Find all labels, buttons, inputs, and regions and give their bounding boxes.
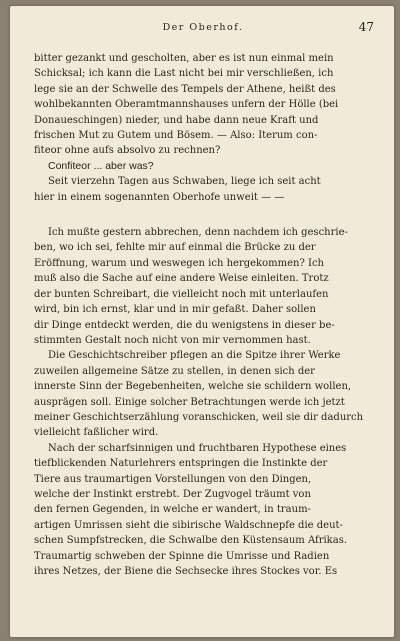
section-gap [34, 205, 372, 225]
text-line: Confiteor ... aber was? [48, 159, 154, 172]
text-line: wird, bin ich ernst, klar und in mir gefaßt. Daher sollen [34, 304, 316, 316]
text-line: Nach der scharfsinnigen und fruchtbaren Hypothese eines [48, 442, 347, 454]
text-line: lege sie an der Schwelle des Tempels der Athene, heißt des [34, 83, 336, 95]
text-line: vielleicht faßlicher wird. [34, 427, 159, 439]
running-head [32, 22, 374, 38]
paragraph-geschichtschreiber [34, 348, 372, 440]
text-line: Traumartig schweben der Spinne die Umrisse und Radien [34, 550, 330, 562]
paragraph-confiteor [34, 159, 372, 174]
text-line: Eröffnung, warum und weswegen ich hergekommen? Ich [34, 257, 324, 269]
text-line: bitter gezankt und gescholten, aber es ist nun einmal mein [34, 53, 334, 64]
text-line: frischen Mut zu Gutem und Bösem. — Also: Iterum con- [34, 130, 318, 142]
text-line: artigen Umrissen sieht die sibirische Waldschnepfe die deut- [34, 519, 343, 531]
text-line: innerste Sinn der Begebenheiten, welche sie schildern wollen, [34, 381, 352, 393]
text-line: der bunten Schreibart, die vielleicht noch mit unterlaufen [34, 288, 329, 300]
text-line: Donaueschingen) nieder, und habe dann neue Kraft und [34, 114, 319, 126]
text-line: wohlbekannten Oberamtmannshauses unfern der Hölle (bei [34, 99, 339, 111]
text-line: hier in einem sogenannten Oberhofe unweit — — [34, 191, 285, 203]
paragraph-ich-musste [34, 225, 372, 348]
text-line: tiefblickenden Naturlehrers entspringen die Instinkte der [34, 458, 328, 470]
text-line: Seit vierzehn Tagen aus Schwaben, liege ich seit acht [48, 176, 321, 188]
text-line: schen Sumpfstrecken, die Schwalbe den Küstensaum Afrikas. [34, 535, 348, 547]
text-line: Die Geschichtschreiber pflegen an die Spitze ihrer Werke [48, 350, 341, 362]
text-line: ben, wo ich sei, fehlte mir auf einmal die Brücke zu der [34, 242, 316, 254]
text-line: Tiere aus traumartigen Vorstellungen von den Dingen, [34, 473, 312, 485]
running-title: Der Oberhof. [162, 22, 244, 33]
text-line: muß also die Sache auf eine andere Weise einleiten. Trotz [34, 273, 329, 285]
text-line: meiner Geschichtserzählung voranschicken, weil sie dir dadurch [34, 411, 364, 423]
page-text [34, 51, 372, 579]
paragraph-seit [34, 174, 372, 205]
page-number: 47 [358, 20, 374, 34]
text-line: zuweilen allgemeine Sätze zu stellen, in denen sich der [34, 365, 315, 377]
text-line: Schicksal; ich kann die Last nicht bei mir verschließen, ich [34, 68, 334, 80]
text-line: welche der Instinkt erstrebt. Der Zugvogel träumt von [34, 488, 311, 500]
text-line: dir Dinge entdeckt werden, die du wenigstens in dieser be- [34, 319, 335, 331]
text-line: ausprägen soll. Einige solcher Betrachtungen werde ich jetzt [34, 396, 345, 408]
paragraph-hypothese [34, 441, 372, 580]
text-line: stimmten Gestalt noch nicht von mir vernommen hast. [34, 334, 311, 346]
text-line: ihres Netzes, der Biene die Sechsecke ihres Stockes vor. Es [34, 566, 338, 577]
text-line: fiteor ohne aufs absolvo zu rechnen? [34, 145, 221, 157]
paragraph-letter-continuation [34, 51, 372, 159]
book-page [10, 6, 394, 637]
text-line: den fernen Gegenden, in welche er wandert, in traum- [34, 504, 311, 516]
text-line: Ich mußte gestern abbrechen, denn nachdem ich geschrie- [48, 227, 348, 239]
